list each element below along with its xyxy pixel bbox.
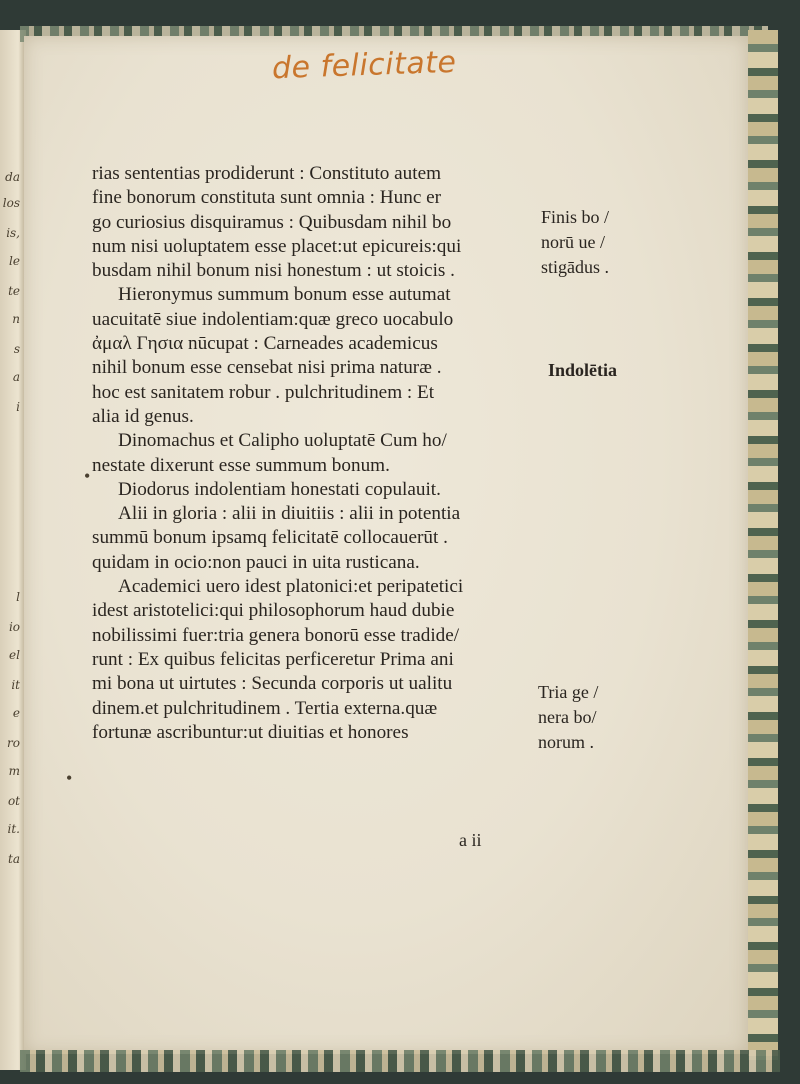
text-line: alia id genus. — [92, 405, 194, 427]
text-line: mi bona ut uirtutes : Secunda corporis ut ualitu — [92, 673, 453, 695]
left-fragment: i — [16, 400, 20, 414]
left-fragment: s — [13, 342, 20, 356]
left-fragment: e — [12, 706, 20, 720]
left-fragment: da — [5, 170, 20, 184]
margin-dot-mark: • — [84, 466, 91, 486]
adjacent-page-edge — [0, 30, 26, 1070]
left-fragment: ta — [8, 852, 20, 866]
text-line: nobilissimi fuer:tria genera bonorū esse tradide/ — [92, 624, 460, 646]
left-fragment: los — [2, 196, 20, 210]
text-line: idest aristotelici:qui philosophorum haud dubie — [92, 600, 455, 622]
margin-note-line: Indolētia — [548, 360, 618, 380]
marbled-bottom-edge — [20, 1050, 780, 1072]
margin-note-line: stigādus . — [541, 257, 610, 277]
marbled-right-edge — [748, 30, 778, 1060]
margin-note-tria-genera — [538, 680, 648, 755]
left-fragment: ot — [7, 794, 20, 808]
text-line: Academici uero idest platonici:et peripatetici — [118, 576, 464, 598]
margin-note-line: Finis bo / — [541, 207, 610, 227]
main-text-block — [92, 162, 537, 745]
text-line: fortunæ ascribuntur:ut diuitias et honores — [92, 721, 409, 743]
text-line: rias sententias prodiderunt : Constituto autem — [92, 163, 442, 184]
left-fragment: te — [8, 284, 20, 298]
text-line: uacuitatē siue indolentiam:quæ greco uocabulo — [92, 308, 454, 330]
left-fragment: is, — [6, 226, 20, 240]
left-fragment: n — [12, 312, 20, 326]
left-fragment: el — [9, 648, 20, 662]
left-fragment: it. — [7, 822, 20, 836]
left-fragment: ro — [7, 736, 20, 750]
text-line: runt : Ex quibus felicitas perficeretur Prima ani — [92, 648, 454, 670]
left-fragment: it — [11, 678, 20, 692]
left-fragment: m — [8, 764, 20, 778]
text-line: Diodorus indolentiam honestati copulauit. — [118, 478, 441, 500]
margin-note-line: norum . — [538, 732, 594, 752]
text-line: fine bonorum constituta sunt omnia : Hunc er — [92, 187, 442, 209]
text-line: dinem.et pulchritudinem . Tertia externa.quæ — [92, 697, 438, 719]
handwritten-heading: de felicitate — [271, 44, 457, 87]
text-line: nestate dixerunt esse summum bonum. — [92, 454, 390, 476]
text-line: num nisi uoluptatem esse placet:ut epicureis:qui — [92, 235, 462, 257]
text-line: ἀμαλ Γησια nūcupat : Carneades academicus — [92, 333, 438, 355]
left-fragment: io — [8, 620, 20, 634]
text-line: Hieronymus summum bonum esse autumat — [118, 284, 451, 306]
left-fragment: le — [9, 254, 20, 268]
margin-note-line: Tria ge / — [538, 682, 599, 702]
signature-mark: a ii — [459, 830, 482, 850]
left-fragment: l — [16, 590, 20, 604]
margin-note-line: norū ue / — [541, 232, 605, 252]
text-line: Alii in gloria : alii in diuitiis : alii in potentia — [118, 503, 461, 525]
text-line: Dinomachus et Calipho uoluptatē Cum ho/ — [118, 430, 447, 452]
margin-note-finis — [541, 205, 651, 280]
text-line: busdam nihil bonum nisi honestum : ut stoicis . — [92, 260, 455, 282]
left-fragment: a — [12, 370, 20, 384]
text-line: nihil bonum esse censebat nisi prima naturæ . — [92, 357, 442, 379]
text-line: go curiosius disquiramus : Quibusdam nihil bo — [92, 211, 452, 233]
text-line: summū bonum ipsamq felicitatē collocauerūt . — [92, 527, 448, 549]
text-line: quidam in ocio:non pauci in uita rusticana. — [92, 551, 420, 573]
margin-note-indolentia — [548, 358, 658, 383]
margin-dot-mark: • — [66, 768, 73, 788]
margin-note-line: nera bo/ — [538, 707, 597, 727]
text-line: hoc est sanitatem robur . pulchritudinem : Et — [92, 381, 435, 403]
